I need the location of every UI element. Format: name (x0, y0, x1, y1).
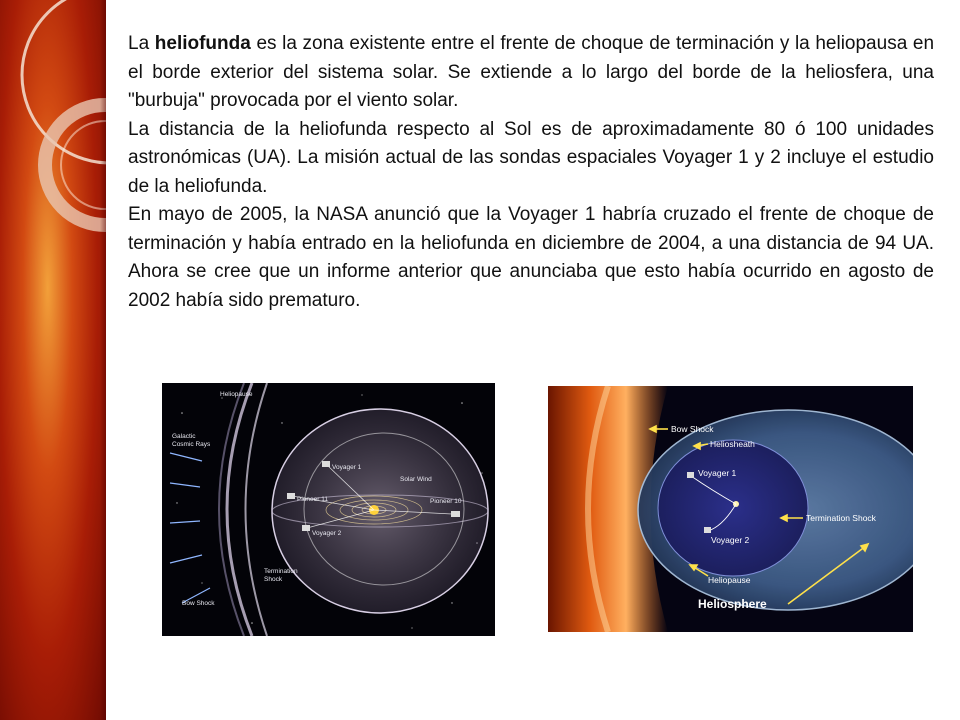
label-bow-shock: Bow Shock (671, 424, 714, 434)
term-heliofunda: heliofunda (154, 33, 251, 54)
paragraph-voyager: En mayo de 2005, la NASA anunció que la Voyager 1 habría cruzado el frente de choque de terminación y había entrado en la heliofunda en diciembre de 2004, a una distancia de 94 UA. Ahora se cree que un informe anterior que anunciaba que esto había ocurrido en agosto de 2002 había sido prematuro. (128, 204, 934, 311)
paragraph-suffix: es la zona existente entre el frente de choque de terminación y la heliopausa en el borde exterior del sistema solar. Se extiende a lo largo del borde de la heliosfera, una "burbuja" provocada por el viento solar. (128, 33, 935, 111)
label-voyager1: Voyager 1 (332, 464, 362, 471)
body-text (128, 30, 934, 315)
label-voyager2: Voyager 2 (711, 535, 750, 545)
paragraph-prefix: La (128, 33, 155, 54)
label-pioneer10: Pioneer 10 (430, 498, 462, 505)
label-voyager2: Voyager 2 (312, 530, 342, 537)
label-cosmic-rays-2: Cosmic Rays (172, 441, 211, 448)
label-cosmic-rays-1: Galactic (172, 433, 196, 440)
heliosphere-illustration-image (548, 386, 913, 632)
label-heliosheath: Heliosheath (710, 439, 755, 449)
paragraph-definition (128, 30, 934, 116)
label-pioneer11: Pioneer 11 (297, 496, 328, 503)
heliosphere-diagram-image (162, 383, 495, 636)
label-termination-shock: Termination Shock (806, 513, 876, 523)
label-solar-wind: Solar Wind (400, 476, 432, 483)
decorative-side-band (0, 0, 106, 720)
label-termination-2: Shock (264, 576, 283, 583)
paragraph-distance: La distancia de la heliofunda respecto al Sol es de aproximadamente 80 ó 100 unidades astronómicas (UA). La misión actual de las sondas espaciales Voyager 1 y 2 incluye el estudio de la heliofunda. (128, 118, 934, 197)
label-termination-1: Termination (264, 568, 298, 575)
label-heliosphere: Heliosphere (698, 597, 767, 611)
label-heliopause: Heliopause (220, 391, 253, 398)
label-bow-shock: Bow Shock (182, 600, 215, 607)
decorative-rings (0, 0, 106, 720)
label-voyager1: Voyager 1 (698, 468, 737, 478)
label-heliopause: Heliopause (708, 575, 751, 585)
